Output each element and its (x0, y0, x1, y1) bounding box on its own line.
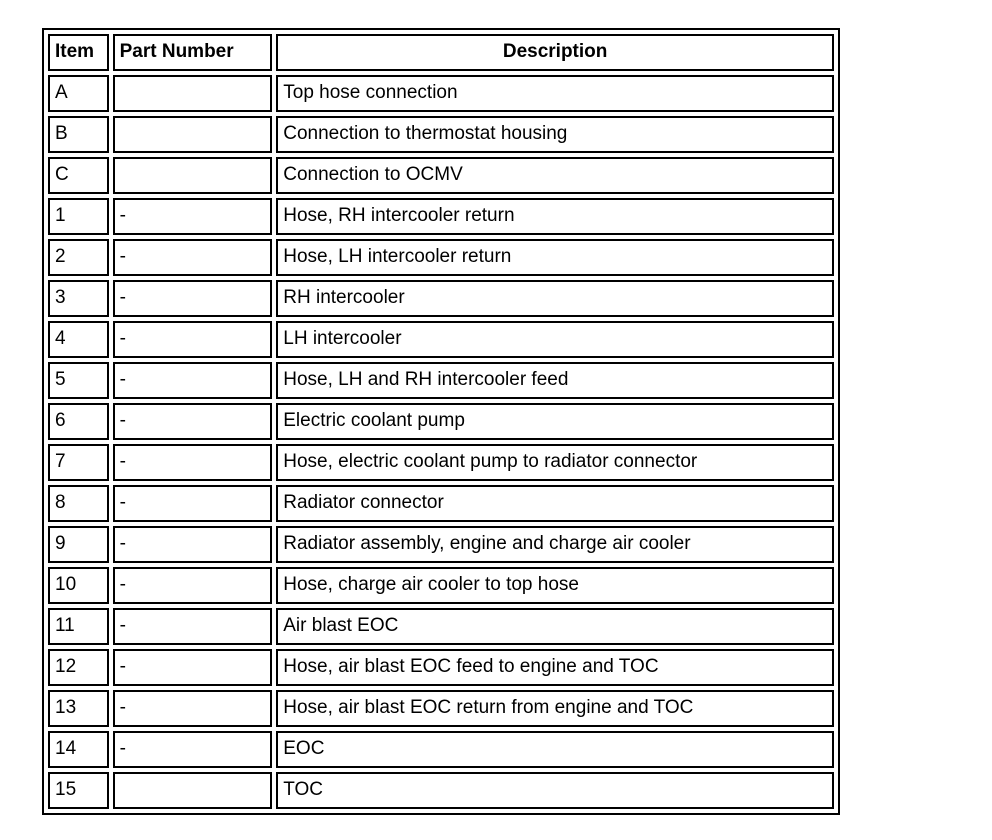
part-number-cell (113, 157, 273, 194)
description-cell: Top hose connection (276, 75, 834, 112)
item-cell: 7 (48, 444, 109, 481)
table-row (48, 690, 834, 727)
part-number-cell: - (113, 444, 273, 481)
item-cell: 1 (48, 198, 109, 235)
part-number-cell (113, 116, 273, 153)
table-row (48, 403, 834, 440)
item-cell: B (48, 116, 109, 153)
table-row (48, 772, 834, 809)
description-cell: Hose, air blast EOC return from engine and TOC (276, 690, 834, 727)
description-cell: Connection to thermostat housing (276, 116, 834, 153)
description-cell: Radiator assembly, engine and charge air cooler (276, 526, 834, 563)
part-number-cell: - (113, 567, 273, 604)
description-cell: Hose, air blast EOC feed to engine and TOC (276, 649, 834, 686)
table-row (48, 567, 834, 604)
header-item: Item (48, 34, 109, 71)
parts-table (42, 28, 840, 815)
item-cell: 5 (48, 362, 109, 399)
part-number-cell: - (113, 526, 273, 563)
header-description: Description (276, 34, 834, 71)
parts-table-body (48, 75, 834, 809)
part-number-cell (113, 75, 273, 112)
part-number-cell: - (113, 403, 273, 440)
header-part-number: Part Number (113, 34, 273, 71)
description-cell: Connection to OCMV (276, 157, 834, 194)
description-cell: Electric coolant pump (276, 403, 834, 440)
item-cell: 14 (48, 731, 109, 768)
table-row (48, 485, 834, 522)
part-number-cell: - (113, 362, 273, 399)
table-row (48, 444, 834, 481)
item-cell: C (48, 157, 109, 194)
header-row (48, 34, 834, 71)
description-cell: Air blast EOC (276, 608, 834, 645)
description-cell: LH intercooler (276, 321, 834, 358)
part-number-cell: - (113, 649, 273, 686)
table-row (48, 526, 834, 563)
item-cell: 2 (48, 239, 109, 276)
part-number-cell: - (113, 731, 273, 768)
part-number-cell: - (113, 608, 273, 645)
part-number-cell (113, 772, 273, 809)
table-row (48, 198, 834, 235)
parts-table-header (48, 34, 834, 71)
table-row (48, 321, 834, 358)
description-cell: TOC (276, 772, 834, 809)
item-cell: 9 (48, 526, 109, 563)
table-row (48, 608, 834, 645)
part-number-cell: - (113, 198, 273, 235)
description-cell: Radiator connector (276, 485, 834, 522)
item-cell: 12 (48, 649, 109, 686)
description-cell: Hose, LH and RH intercooler feed (276, 362, 834, 399)
description-cell: RH intercooler (276, 280, 834, 317)
item-cell: 15 (48, 772, 109, 809)
item-cell: 8 (48, 485, 109, 522)
table-row (48, 116, 834, 153)
description-cell: Hose, charge air cooler to top hose (276, 567, 834, 604)
part-number-cell: - (113, 321, 273, 358)
item-cell: 11 (48, 608, 109, 645)
item-cell: 6 (48, 403, 109, 440)
part-number-cell: - (113, 485, 273, 522)
table-row (48, 75, 834, 112)
part-number-cell: - (113, 280, 273, 317)
table-row (48, 362, 834, 399)
item-cell: A (48, 75, 109, 112)
item-cell: 10 (48, 567, 109, 604)
item-cell: 13 (48, 690, 109, 727)
part-number-cell: - (113, 239, 273, 276)
description-cell: Hose, electric coolant pump to radiator connector (276, 444, 834, 481)
table-row (48, 731, 834, 768)
table-row (48, 280, 834, 317)
description-cell: EOC (276, 731, 834, 768)
table-row (48, 239, 834, 276)
description-cell: Hose, RH intercooler return (276, 198, 834, 235)
item-cell: 4 (48, 321, 109, 358)
part-number-cell: - (113, 690, 273, 727)
table-row (48, 649, 834, 686)
table-row (48, 157, 834, 194)
description-cell: Hose, LH intercooler return (276, 239, 834, 276)
item-cell: 3 (48, 280, 109, 317)
